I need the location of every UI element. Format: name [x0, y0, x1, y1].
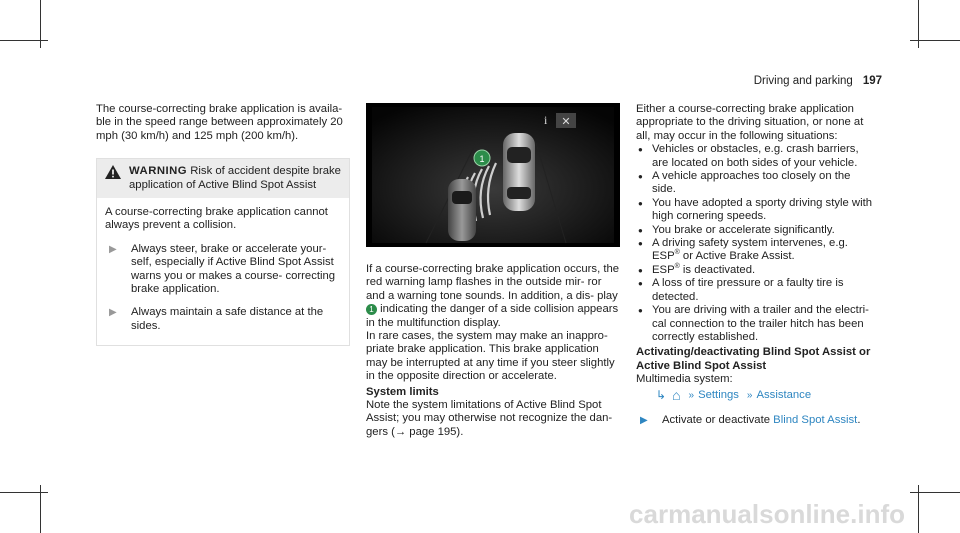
crop-mark [0, 492, 48, 493]
crop-mark [0, 40, 48, 41]
esp-suffix: is deactivated. [682, 263, 756, 276]
play-arrow-icon: ▶ [109, 243, 117, 255]
column-left [96, 103, 344, 346]
bullet-icon: ● [638, 198, 643, 208]
warning-box [96, 158, 350, 346]
home-icon[interactable]: ⌂ [672, 386, 681, 403]
esp-text: ESP [652, 263, 675, 276]
paragraph-rare-cases: In rare cases, the system may make an inappro- priate brake application. This brake application may be interrupted at any time if you steer slightly in the opposite direction or accelerate. [366, 330, 615, 383]
info-icon[interactable]: i [544, 113, 548, 127]
list-item [636, 237, 876, 264]
warning-heading: Risk of accident despite brake application of Active Blind Spot Assist [129, 165, 341, 191]
warning-item-text: Always maintain a safe distance at the sides. [131, 306, 324, 332]
list-item-text: You have adopted a sporty driving style with high cornering speeds. [652, 196, 873, 223]
bullet-icon: ● [638, 225, 643, 235]
paragraph-text: indicating the danger of a side collision appears in the multifunction display. [366, 303, 619, 329]
warning-item [105, 243, 341, 297]
blind-spot-assist-link[interactable]: Blind Spot Assist [773, 413, 858, 426]
warning-triangle-icon [105, 165, 129, 192]
list-item-text: You brake or accelerate significantly. [652, 223, 835, 236]
bullet-icon: ● [638, 145, 643, 155]
esp-suffix: or Active Brake Assist. [682, 250, 795, 263]
registered-mark: ® [674, 249, 680, 257]
esp-text: A driving safety system intervenes, e.g. ESP [652, 237, 848, 263]
intro-paragraph: The course-correcting brake application is availa- ble in the speed range between approximately 20 mph (30 km/h) and 125 mph (200 km/h). [96, 103, 343, 142]
list-item [636, 224, 876, 237]
situations-intro: Either a course-correcting brake application appropriate to the driving situation, or none at all, may occur in the following situations: [636, 103, 864, 142]
column-right [636, 103, 876, 427]
list-item [636, 304, 876, 344]
bullet-icon: ● [638, 239, 643, 249]
warning-header [97, 159, 349, 198]
system-limits-heading: System limits [366, 385, 439, 398]
list-item [636, 264, 876, 277]
list-item [636, 277, 876, 304]
list-item-text: A vehicle approaches too closely on the side. [652, 170, 851, 196]
chevron-right-icon: » [746, 389, 753, 401]
list-item-text: Vehicles or obstacles, e.g. crash barriers, are located on both sides of your vehicle. [652, 143, 859, 169]
blind-spot-display-image [366, 103, 620, 247]
list-item [636, 170, 876, 197]
warning-title: WARNING [129, 165, 188, 178]
close-icon[interactable]: ✕ [561, 115, 571, 128]
list-item-text [652, 264, 755, 277]
action-item [636, 414, 876, 427]
column-middle [366, 103, 622, 439]
crop-mark [910, 492, 960, 493]
activation-heading: Activating/deactivating Blind Spot Assist or Active Blind Spot Assist [636, 346, 871, 372]
warning-item-text: Always steer, brake or accelerate your- self, especially if Active Blind Spot Assist warns you or makes a course- correcting brake application. [131, 242, 336, 296]
registered-mark: ® [674, 263, 680, 271]
activation-text: Multimedia system: [636, 373, 733, 386]
crop-mark [910, 40, 960, 41]
bullet-icon: ● [638, 279, 643, 289]
list-item-text: You are driving with a trailer and the electri- cal connection to the trailer hitch has been correctly established. [652, 304, 869, 343]
chevron-right-icon: » [688, 389, 695, 401]
system-limits-text: Note the system limitations of Active Blind Spot Assist; you may otherwise not recognize the dan- gers (→ page 195). [366, 399, 613, 438]
page-header [754, 75, 882, 87]
play-arrow-icon: ▶ [640, 414, 648, 426]
play-arrow-icon: ▶ [109, 307, 117, 319]
warning-body [97, 198, 349, 345]
bullet-icon: ● [638, 306, 643, 316]
menu-settings[interactable]: Settings [698, 388, 739, 401]
list-item-text: A loss of tire pressure or a faulty tire is detected. [652, 277, 844, 303]
path-arrow-icon: ↳ [656, 387, 667, 402]
page-number: 197 [862, 75, 882, 87]
bullet-icon: ● [638, 172, 643, 182]
menu-path [636, 386, 876, 403]
action-end: . [857, 413, 861, 426]
menu-assistance[interactable]: Assistance [756, 388, 812, 401]
bullet-icon: ● [638, 265, 643, 275]
callout-number: 1 [479, 154, 485, 164]
watermark: carmanualsonline.info [629, 499, 905, 529]
list-item [636, 143, 876, 170]
adjacent-vehicle-icon [448, 179, 476, 241]
action-prefix: Activate or deactivate [662, 413, 771, 426]
warning-item [105, 306, 341, 333]
list-item [636, 197, 876, 224]
paragraph-text: If a course-correcting brake application occurs, the red warning lamp flashes in the outside mir- ror and a warning tone sounds. In addition, a dis- play [366, 263, 620, 302]
callout-1-icon: 1 [366, 304, 377, 315]
paragraph-display [366, 263, 622, 330]
list-item-text [652, 237, 876, 264]
own-vehicle-icon [503, 133, 535, 211]
warning-text: A course-correcting brake application cannot always prevent a collision. [105, 206, 328, 232]
action-text [662, 414, 860, 427]
section-title: Driving and parking [753, 75, 853, 87]
